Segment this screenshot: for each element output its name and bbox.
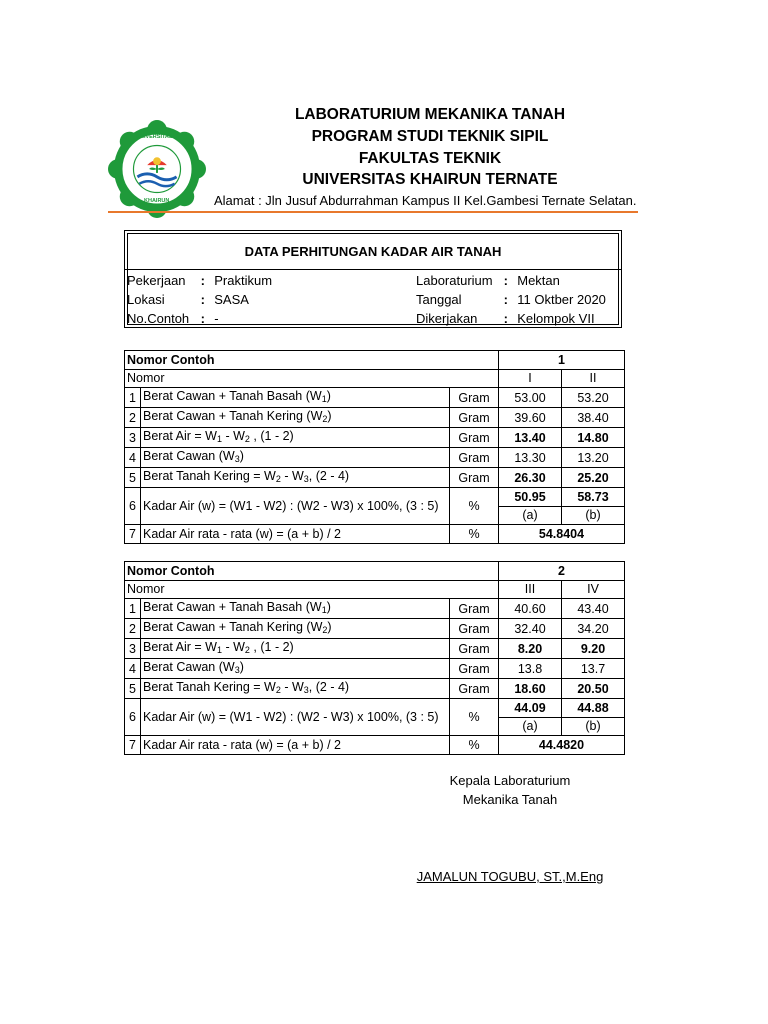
logo-top-text: UNIVERSITAS — [136, 134, 173, 140]
column-label: IV — [562, 580, 625, 599]
row-description: Berat Air = $W_1 - W_2$ , (1 - 2) — [141, 639, 450, 659]
unit: % — [450, 488, 499, 525]
table-row — [125, 736, 625, 755]
value-cell: 13.20 — [562, 448, 625, 468]
row-number: 3 — [125, 428, 141, 448]
nocontoh-row — [127, 311, 219, 326]
row-number: 4 — [125, 659, 141, 679]
signature-title-2: Mekanika Tanah — [462, 792, 558, 807]
column-label: I — [499, 369, 562, 388]
average-value: 44.4820 — [499, 736, 625, 755]
colon: : — [503, 273, 508, 288]
address: Alamat : Jln Jusuf Abdurrahman Kampus II Kel.Gambesi Ternate Selatan. — [214, 193, 637, 208]
lokasi-row — [127, 292, 249, 307]
nocontoh-label: No.Contoh — [127, 311, 190, 326]
colon: : — [200, 273, 205, 288]
unit: Gram — [450, 448, 499, 468]
nomor-label: Nomor — [125, 369, 499, 388]
laboraturium-value: Mektan — [517, 273, 560, 288]
value-cell: 8.20 — [499, 639, 562, 659]
row-description: Berat Cawan $(W_3)$ — [141, 659, 450, 679]
row-description: Berat Cawan + Tanah Basah $(W_1)$ — [141, 599, 450, 619]
unit: Gram — [450, 408, 499, 428]
table-row — [125, 428, 625, 448]
row-number: 6 — [125, 488, 141, 525]
lokasi-label: Lokasi — [127, 292, 165, 307]
dikerjakan-label: Dikerjakan — [416, 311, 478, 326]
label-b: (b) — [562, 717, 625, 736]
table-row — [125, 351, 625, 370]
tanggal-row — [416, 292, 606, 307]
sample-2-table — [124, 561, 625, 755]
value-cell: 53.20 — [562, 388, 625, 408]
sample-1-table — [124, 350, 625, 544]
table-row — [125, 369, 625, 388]
table-row — [125, 580, 625, 599]
value-cell: 44.88 — [562, 699, 625, 718]
unit: Gram — [450, 599, 499, 619]
value-cell: 25.20 — [562, 468, 625, 488]
table-row — [125, 599, 625, 619]
value-cell: 43.40 — [562, 599, 625, 619]
row-description: Berat Tanah Kering = $W_2 - W_3$, (2 - 4) — [141, 679, 450, 699]
pekerjaan-row — [127, 273, 272, 288]
value-cell: 40.60 — [499, 599, 562, 619]
dikerjakan-value: Kelompok VII — [517, 311, 595, 326]
table-row — [125, 488, 625, 507]
table-row — [125, 408, 625, 428]
pekerjaan-label: Pekerjaan — [127, 273, 186, 288]
header-line-3: FAKULTAS TEKNIK — [358, 150, 502, 167]
row-number: 4 — [125, 448, 141, 468]
value-cell: 14.80 — [562, 428, 625, 448]
value-cell: 13.8 — [499, 659, 562, 679]
unit: Gram — [450, 619, 499, 639]
column-label: III — [499, 580, 562, 599]
signature-name: JAMALUN TOGUBU, ST.,M.Eng — [416, 869, 604, 884]
value-cell: 13.30 — [499, 448, 562, 468]
table-row — [125, 699, 625, 718]
dikerjakan-row — [416, 311, 595, 326]
nocontoh-value: - — [214, 311, 219, 326]
value-cell: 13.7 — [562, 659, 625, 679]
table-row — [125, 619, 625, 639]
value-cell: 26.30 — [499, 468, 562, 488]
value-cell: 38.40 — [562, 408, 625, 428]
row-number: 7 — [125, 736, 141, 755]
row-description: Kadar Air (w) = (W1 - W2) : (W2 - W3) x 100%, (3 : 5) — [141, 488, 450, 525]
laboraturium-label: Laboraturium — [416, 273, 493, 288]
pekerjaan-value: Praktikum — [214, 273, 273, 288]
row-description: Berat Cawan + Tanah Basah $(W_1)$ — [141, 388, 450, 408]
row-number: 1 — [125, 388, 141, 408]
value-cell: 18.60 — [499, 679, 562, 699]
logo-bottom-text: KHAIRUN — [144, 198, 170, 204]
row-description: Kadar Air rata - rata (w) = (a + b) / 2 — [141, 736, 450, 755]
header-line-4: UNIVERSITAS KHAIRUN TERNATE — [302, 171, 558, 188]
nomor-contoh-label: Nomor Contoh — [125, 562, 499, 581]
table-row — [125, 448, 625, 468]
sample-number: 1 — [499, 351, 625, 370]
value-cell: 50.95 — [499, 488, 562, 507]
colon: : — [200, 292, 205, 307]
value-cell: 20.50 — [562, 679, 625, 699]
header-line-1: LABORATURIUM MEKANIKA TANAH — [294, 106, 566, 123]
signature-title-1: Kepala Laboraturium — [449, 773, 571, 788]
tanggal-label: Tanggal — [416, 292, 462, 307]
row-description: Kadar Air (w) = (W1 - W2) : (W2 - W3) x 100%, (3 : 5) — [141, 699, 450, 736]
info-box — [124, 230, 622, 328]
label-a: (a) — [499, 506, 562, 525]
row-description: Berat Cawan + Tanah Kering $(W_2)$ — [141, 408, 450, 428]
row-number: 7 — [125, 525, 141, 544]
row-description: Berat Air = $W_1 - W_2$ , (1 - 2) — [141, 428, 450, 448]
value-cell: 44.09 — [499, 699, 562, 718]
nomor-contoh-label: Nomor Contoh — [125, 351, 499, 370]
row-number: 2 — [125, 619, 141, 639]
laboraturium-row — [416, 273, 560, 288]
sample-number: 2 — [499, 562, 625, 581]
value-cell: 34.20 — [562, 619, 625, 639]
row-number: 2 — [125, 408, 141, 428]
colon: : — [503, 292, 508, 307]
value-cell: 58.73 — [562, 488, 625, 507]
row-description: Berat Cawan + Tanah Kering $(W_2)$ — [141, 619, 450, 639]
row-number: 5 — [125, 468, 141, 488]
header-divider — [108, 211, 638, 213]
value-cell: 39.60 — [499, 408, 562, 428]
average-value: 54.8404 — [499, 525, 625, 544]
colon: : — [503, 311, 508, 326]
colon: : — [200, 311, 205, 326]
unit: % — [450, 525, 499, 544]
unit: Gram — [450, 428, 499, 448]
tanggal-value: 11 Oktber 2020 — [517, 292, 606, 307]
unit: Gram — [450, 659, 499, 679]
info-title: DATA PERHITUNGAN KADAR AIR TANAH — [244, 244, 502, 259]
table-row — [125, 525, 625, 544]
table-row — [125, 659, 625, 679]
unit: Gram — [450, 468, 499, 488]
value-cell: 32.40 — [499, 619, 562, 639]
value-cell: 13.40 — [499, 428, 562, 448]
value-cell: 9.20 — [562, 639, 625, 659]
row-description: Kadar Air rata - rata (w) = (a + b) / 2 — [141, 525, 450, 544]
table-row — [125, 562, 625, 581]
label-b: (b) — [562, 506, 625, 525]
unit: % — [450, 699, 499, 736]
row-description: Berat Cawan $(W_3)$ — [141, 448, 450, 468]
table-row — [125, 679, 625, 699]
unit: Gram — [450, 639, 499, 659]
unit: Gram — [450, 679, 499, 699]
table-row — [125, 639, 625, 659]
unit: % — [450, 736, 499, 755]
label-a: (a) — [499, 717, 562, 736]
row-number: 5 — [125, 679, 141, 699]
table-row — [125, 468, 625, 488]
value-cell: 53.00 — [499, 388, 562, 408]
row-number: 1 — [125, 599, 141, 619]
row-number: 6 — [125, 699, 141, 736]
table-row — [125, 388, 625, 408]
column-label: II — [562, 369, 625, 388]
unit: Gram — [450, 388, 499, 408]
info-title-separator — [125, 269, 621, 270]
row-description: Berat Tanah Kering = $W_2 - W_3$, (2 - 4) — [141, 468, 450, 488]
lokasi-value: SASA — [214, 292, 249, 307]
header-line-2: PROGRAM STUDI TEKNIK SIPIL — [311, 128, 549, 145]
row-number: 3 — [125, 639, 141, 659]
nomor-label: Nomor — [125, 580, 499, 599]
